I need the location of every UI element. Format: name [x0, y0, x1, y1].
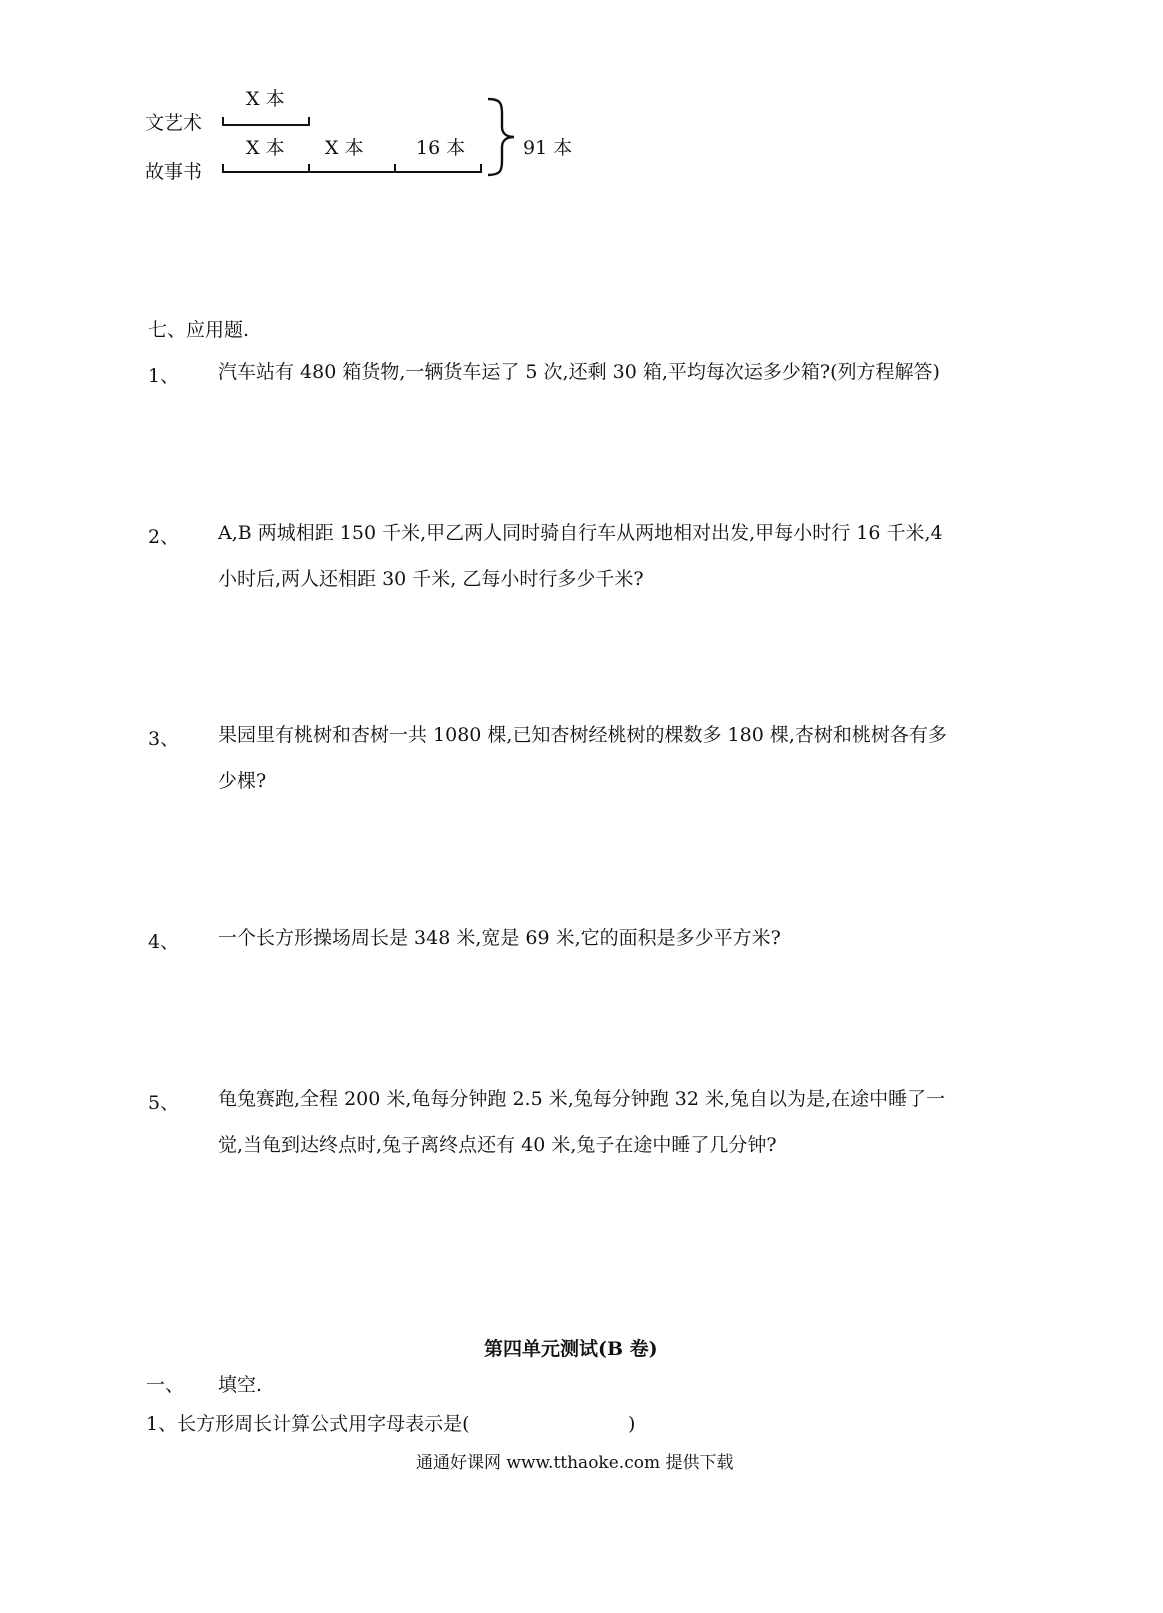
diagram-top-segment-label: X 本: [246, 88, 285, 110]
diagram-seg1-label: X 本: [246, 137, 285, 159]
question-number: 5、: [148, 1092, 180, 1114]
question-text-line: 觉,当龟到达终点时,兔子离终点还有 40 米,兔子在途中睡了几分钟?: [218, 1134, 777, 1156]
question-text-line: 龟兔赛跑,全程 200 米,龟每分钟跑 2.5 米,兔每分钟跑 32 米,兔自以为是,在途中睡了一: [218, 1088, 946, 1110]
part-number: 一、: [146, 1374, 185, 1396]
question-number: 1、: [148, 365, 180, 387]
line-segment-diagram: [0, 0, 620, 200]
diagram-total-label: 91 本: [523, 137, 573, 159]
diagram-tick: [308, 117, 310, 126]
question-number: 2、: [148, 526, 180, 548]
part-label: 填空.: [218, 1374, 263, 1396]
diagram-seg2-label: X 本: [325, 137, 364, 159]
page-title: 第四单元测试(B 卷): [484, 1338, 658, 1360]
diagram-tick: [308, 164, 310, 173]
diagram-tick: [222, 117, 224, 126]
diagram-row2-label: 故事书: [145, 161, 203, 183]
question-text-line: 一个长方形操场周长是 348 米,宽是 69 米,它的面积是多少平方米?: [218, 927, 781, 949]
diagram-seg3-label: 16 本: [416, 137, 466, 159]
fill-question-1-close: ): [628, 1413, 636, 1435]
question-text-line: 小时后,两人还相距 30 千米, 乙每小时行多少千米?: [218, 568, 644, 590]
diagram-row1-segment: [222, 124, 310, 126]
diagram-tick: [394, 164, 396, 173]
diagram-row2-segment: [222, 171, 482, 173]
diagram-tick: [222, 164, 224, 173]
diagram-tick: [480, 164, 482, 173]
fill-question-1: 1、长方形周长计算公式用字母表示是(: [146, 1413, 470, 1435]
section-heading: 七、应用题.: [148, 319, 250, 341]
question-number: 4、: [148, 931, 180, 953]
question-text-line: 少棵?: [218, 770, 267, 792]
diagram-row1-label: 文艺术: [145, 112, 203, 134]
question-number: 3、: [148, 728, 180, 750]
curly-brace-icon: [484, 97, 518, 177]
question-text-line: A,B 两城相距 150 千米,甲乙两人同时骑自行车从两地相对出发,甲每小时行 16 千米,4: [218, 522, 943, 544]
question-text-line: 汽车站有 480 箱货物,一辆货车运了 5 次,还剩 30 箱,平均每次运多少箱?(列方程解答): [218, 361, 940, 383]
footer-credit: 通通好课网 www.tthaoke.com 提供下载: [416, 1453, 734, 1473]
question-text-line: 果园里有桃树和杏树一共 1080 棵,已知杏树经桃树的棵数多 180 棵,杏树和桃树各有多: [218, 724, 947, 746]
